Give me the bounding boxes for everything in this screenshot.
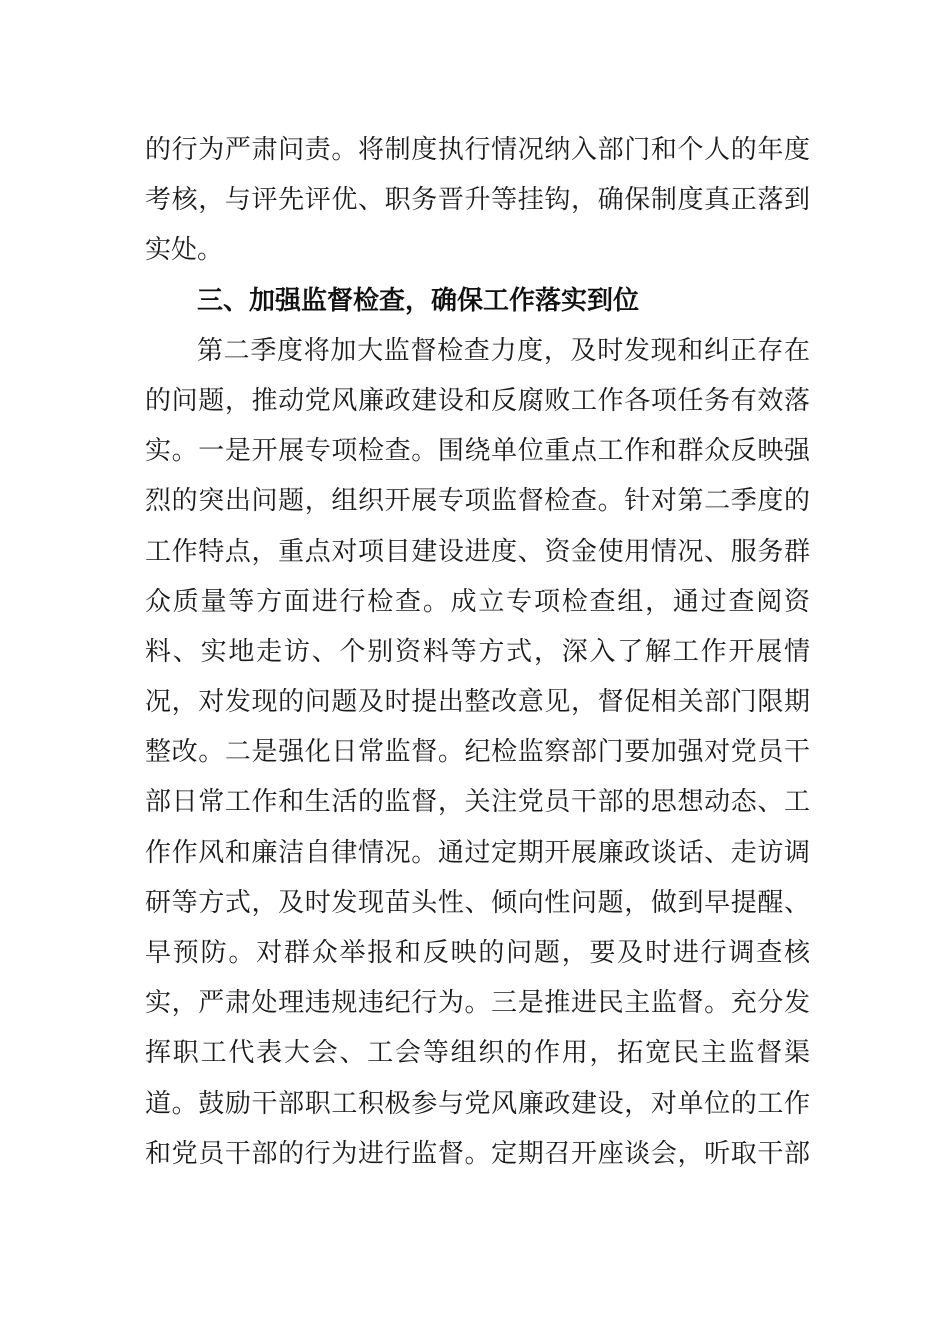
text-line: 料、实地走访、个别资料等方式，深入了解工作开展情 bbox=[145, 636, 810, 667]
text-line: 实，严肃处理违规违纪行为。三是推进民主监督。充分发 bbox=[145, 988, 810, 1019]
text-line: 作作风和廉洁自律情况。通过定期开展廉政谈话、走访调 bbox=[145, 837, 810, 868]
text-line: 研等方式，及时发现苗头性、倾向性问题，做到早提醒、 bbox=[145, 887, 810, 918]
text-line: 众质量等方面进行检查。成立专项检查组，通过查阅资 bbox=[145, 586, 810, 617]
text-line: 况，对发现的问题及时提出整改意见，督促相关部门限期 bbox=[145, 687, 810, 718]
text-line: 实。一是开展专项检查。围绕单位重点工作和群众反映强 bbox=[145, 436, 810, 467]
text-line: 道。鼓励干部职工积极参与党风廉政建设，对单位的工作 bbox=[145, 1088, 810, 1119]
section-heading: 三、加强监督检查，确保工作落实到位 bbox=[197, 285, 640, 316]
text-line: 挥职工代表大会、工会等组织的作用，拓宽民主监督渠 bbox=[145, 1038, 810, 1069]
text-line: 考核，与评先评优、职务晋升等挂钩，确保制度真正落到 bbox=[145, 185, 810, 216]
text-line: 整改。二是强化日常监督。纪检监察部门要加强对党员干 bbox=[145, 737, 810, 768]
text-line: 和党员干部的行为进行监督。定期召开座谈会，听取干部 bbox=[145, 1138, 810, 1169]
document-body bbox=[145, 125, 810, 1179]
text-line: 第二季度将加大监督检查力度，及时发现和纠正存在 bbox=[197, 335, 810, 366]
text-line: 部日常工作和生活的监督，关注党员干部的思想动态、工 bbox=[145, 787, 810, 818]
text-line: 早预防。对群众举报和反映的问题，要及时进行调查核 bbox=[145, 938, 810, 968]
text-line: 工作特点，重点对项目建设进度、资金使用情况、服务群 bbox=[145, 536, 810, 567]
text-line: 的问题，推动党风廉政建设和反腐败工作各项任务有效落 bbox=[145, 385, 810, 416]
text-line: 烈的突出问题，组织开展专项监督检查。针对第二季度的 bbox=[145, 486, 810, 517]
text-line: 的行为严肃问责。将制度执行情况纳入部门和个人的年度 bbox=[145, 135, 810, 165]
text-line: 实处。 bbox=[145, 235, 224, 266]
